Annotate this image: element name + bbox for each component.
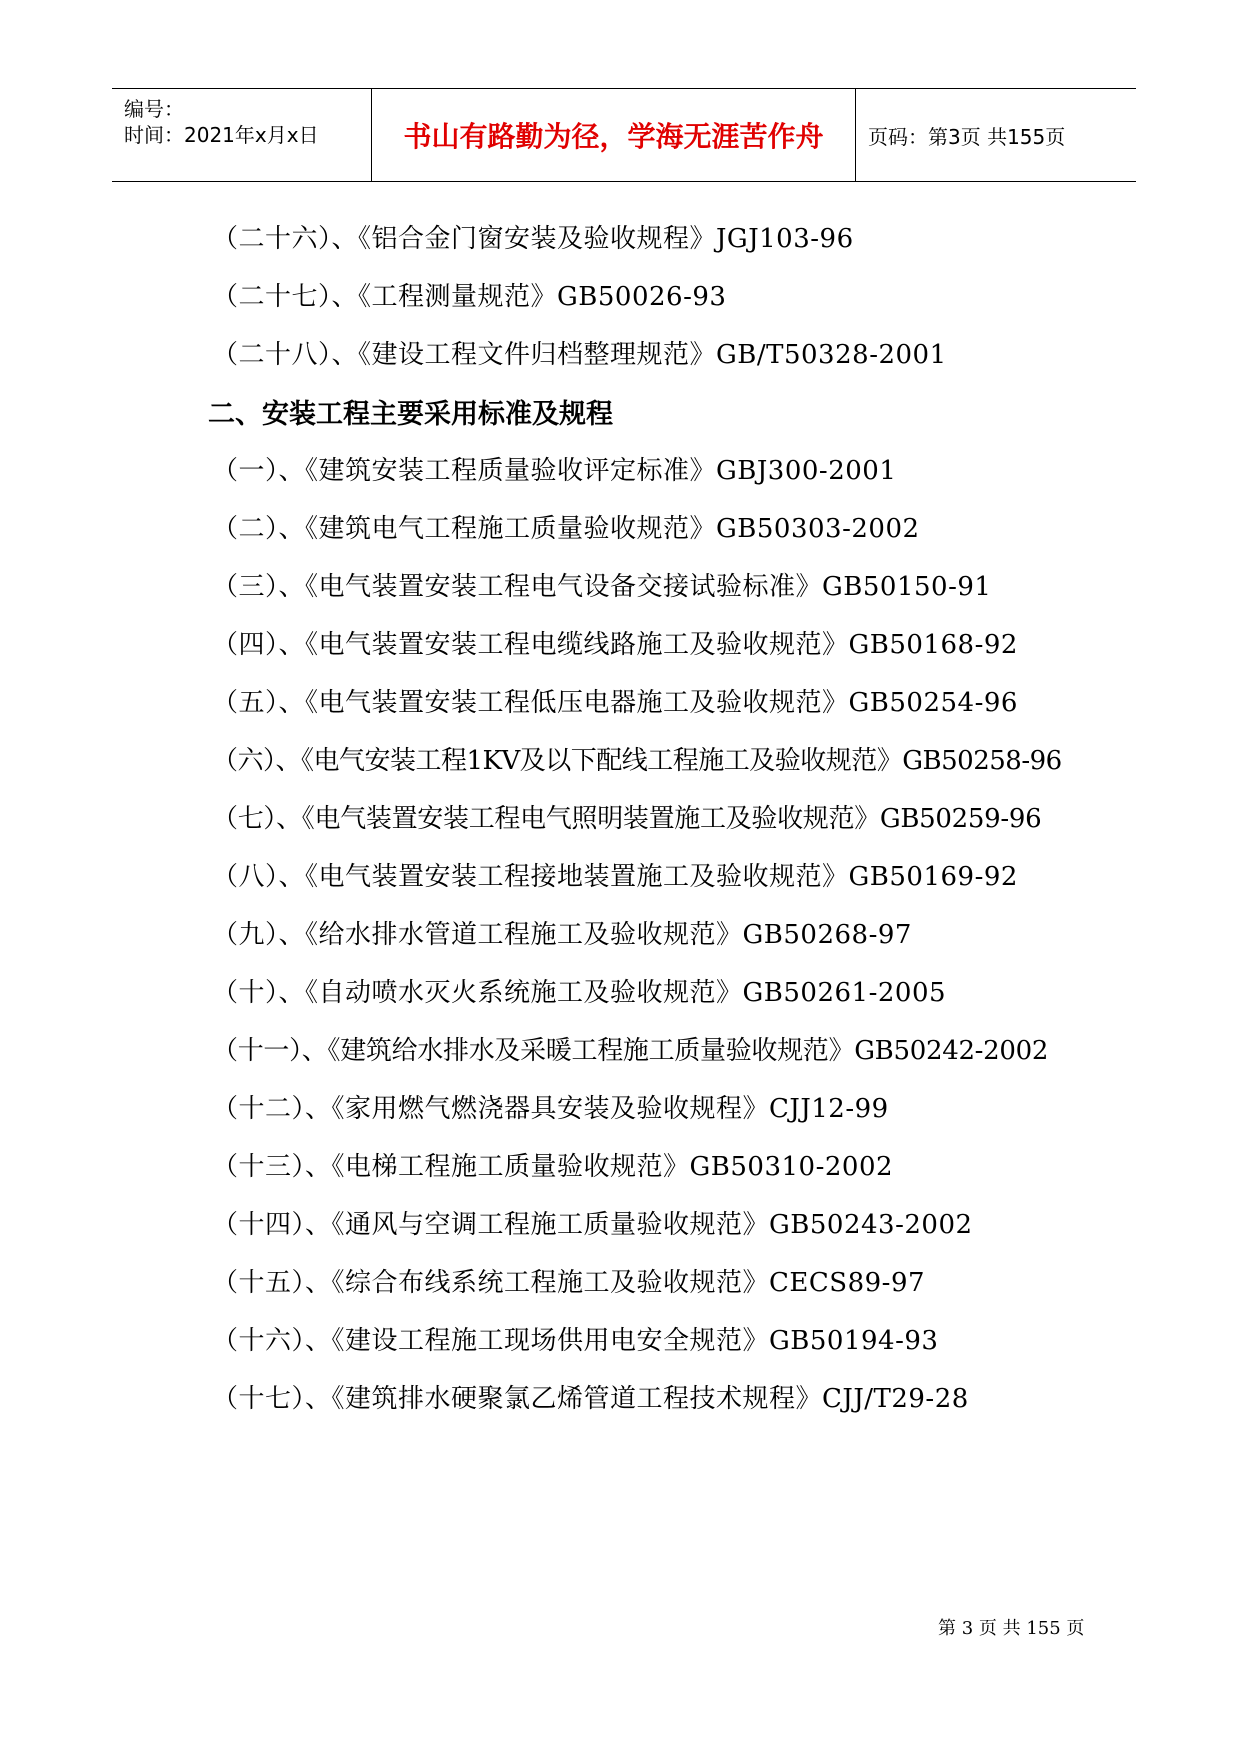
list-item: （八）、《电气装置安装工程接地装置施工及验收规范》GB50169-92 — [212, 862, 1018, 892]
list-item: （十四）、《通风与空调工程施工质量验收规范》GB50243-2002 — [212, 1210, 973, 1240]
header-meta — [112, 89, 372, 181]
list-item: （七）、《电气装置安装工程电气照明装置施工及验收规范》GB50259-96 — [212, 804, 1042, 834]
header-page-info: 页码：第3页 共155页 — [868, 124, 1066, 149]
list-item: （十三）、《电梯工程施工质量验收规范》GB50310-2002 — [212, 1152, 894, 1182]
section-heading: 二、安装工程主要采用标准及规程 — [208, 399, 613, 430]
list-item: （二）、《建筑电气工程施工质量验收规范》GB50303-2002 — [212, 514, 920, 544]
list-item: （十七）、《建筑排水硬聚氯乙烯管道工程技术规程》CJJ/T29-28 — [212, 1384, 969, 1414]
page-footer: 第 3 页 共 155 页 — [938, 1618, 1085, 1639]
list-item: （五）、《电气装置安装工程低压电器施工及验收规范》GB50254-96 — [212, 688, 1018, 718]
list-item: （十一）、《建筑给水排水及采暖工程施工质量验收规范》GB50242-2002 — [212, 1036, 1049, 1066]
list-item: （二十八）、《建设工程文件归档整理规范》GB/T50328-2001 — [212, 340, 947, 370]
list-item: （四）、《电气装置安装工程电缆线路施工及验收规范》GB50168-92 — [212, 630, 1018, 660]
list-item: （十六）、《建设工程施工现场供用电安全规范》GB50194-93 — [212, 1326, 939, 1356]
list-item: （三）、《电气装置安装工程电气设备交接试验标准》GB50150-91 — [212, 572, 992, 602]
page-header — [112, 88, 1136, 182]
list-item: （十五）、《综合布线系统工程施工及验收规范》CECS89-97 — [212, 1268, 926, 1298]
list-item: （十二）、《家用燃气燃浇器具安装及验收规程》CJJ12-99 — [212, 1094, 889, 1124]
header-motto: 书山有路勤为径，学海无涯苦作舟 — [372, 89, 856, 181]
list-item: （六）、《电气安装工程1KV及以下配线工程施工及验收规范》GB50258-96 — [212, 746, 1062, 776]
list-item: （九）、《给水排水管道工程施工及验收规范》GB50268-97 — [212, 920, 912, 950]
list-item: （二十七）、《工程测量规范》GB50026-93 — [212, 282, 727, 312]
number-label: 编号： — [124, 97, 184, 121]
list-item: （一）、《建筑安装工程质量验收评定标准》GBJ300-2001 — [212, 456, 897, 486]
list-item: （二十六）、《铝合金门窗安装及验收规程》JGJ103-96 — [212, 224, 854, 254]
time-label: 时间：2021年x月x日 — [124, 123, 319, 147]
list-item: （十）、《自动喷水灭火系统施工及验收规范》GB50261-2005 — [212, 978, 947, 1008]
